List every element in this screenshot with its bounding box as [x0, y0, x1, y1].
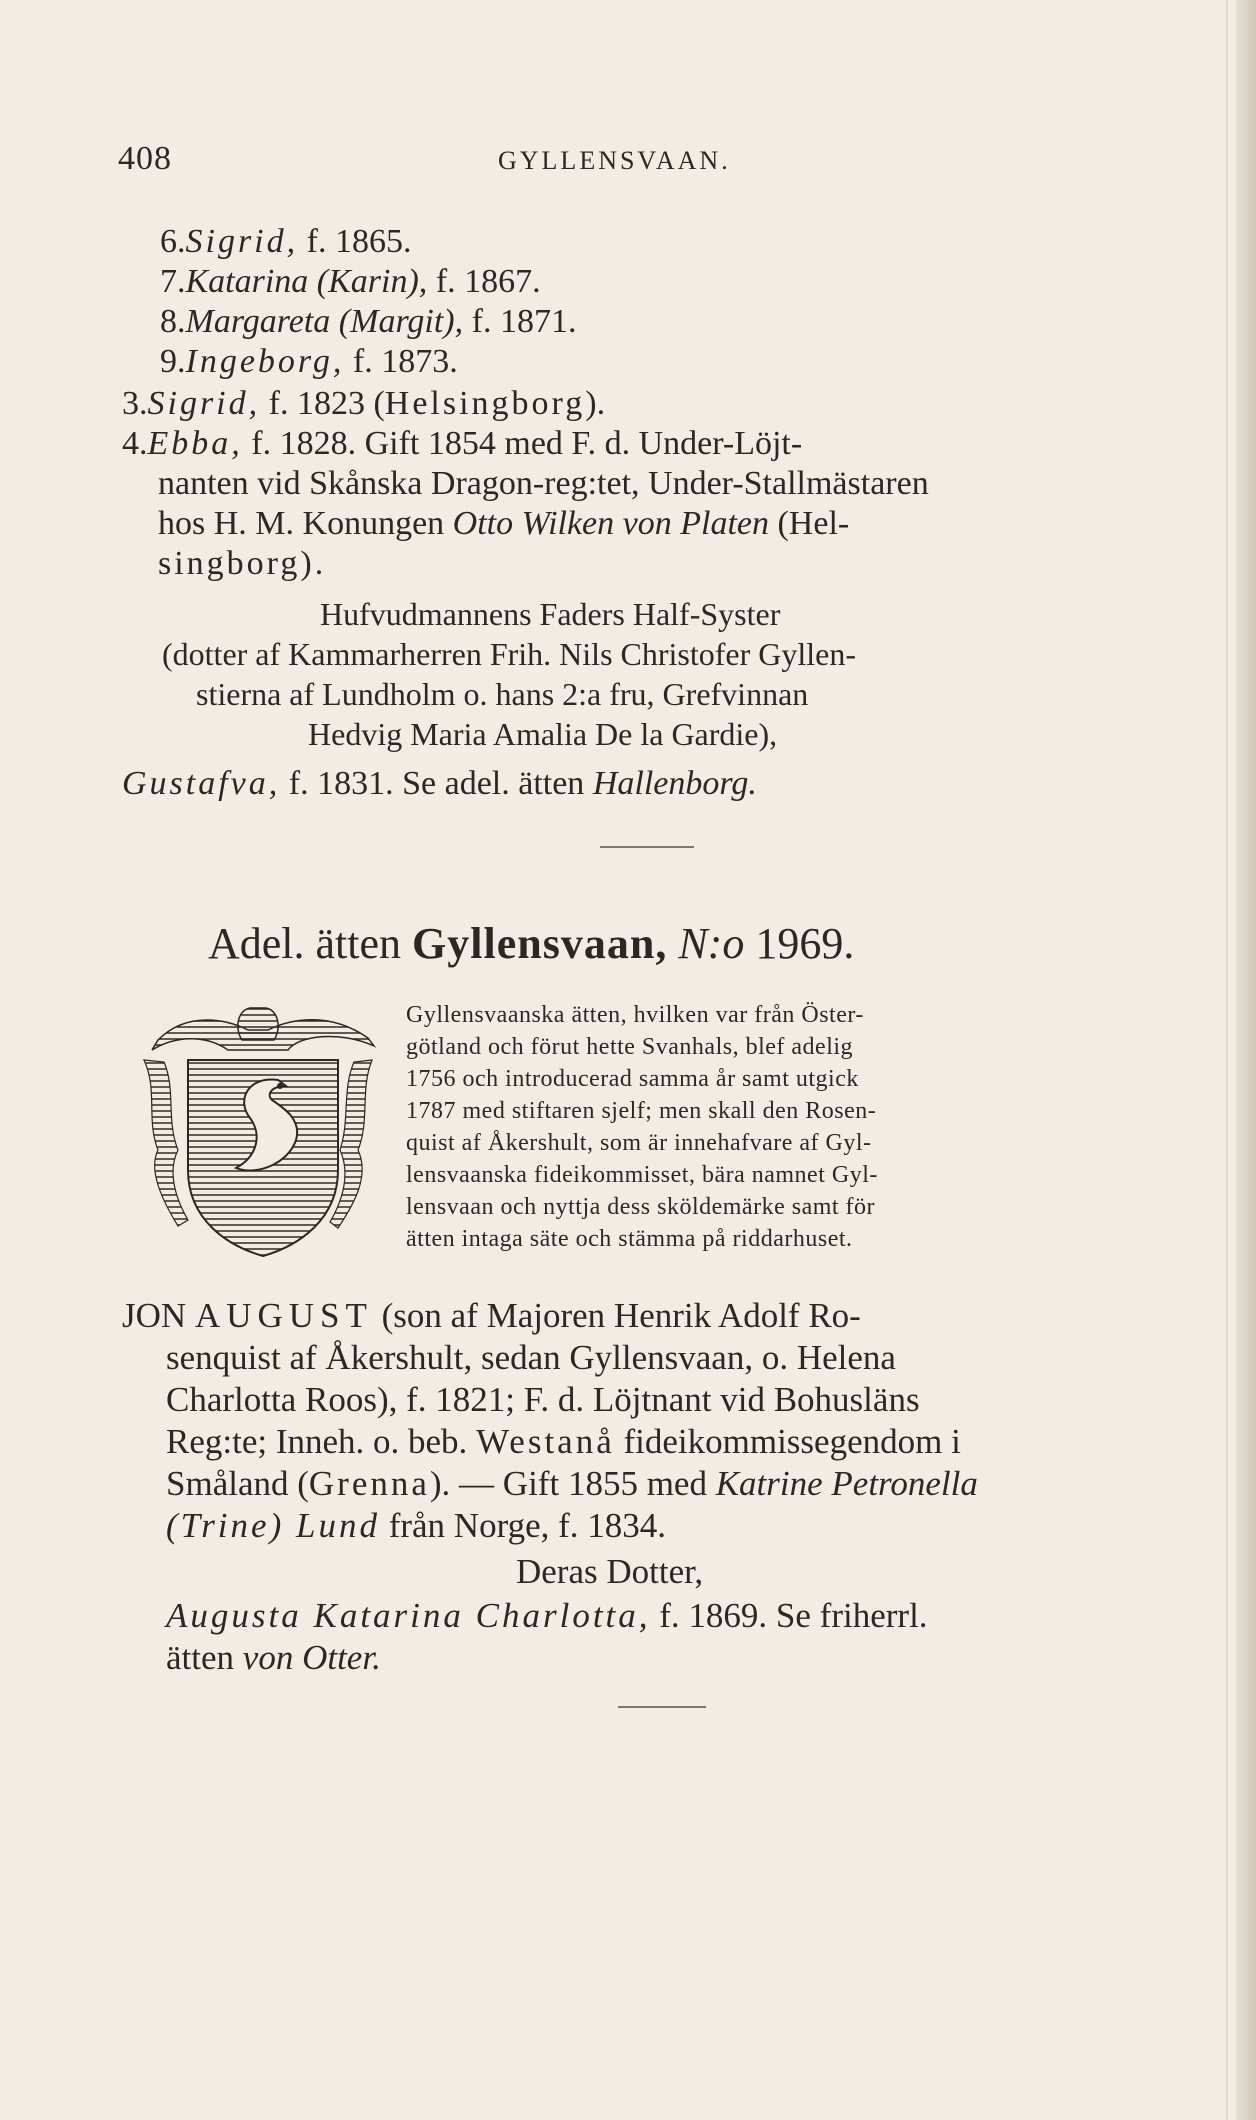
- section-rule: [618, 1706, 706, 1708]
- description-line: ätten intaga säte och stämma på riddarhuset.: [406, 1226, 853, 1252]
- family-heading: Adel. ätten Gyllensvaan, N:o 1969.: [208, 919, 855, 968]
- description-line: 1756 och introducerad samma år samt utgick: [406, 1066, 859, 1092]
- entry-line: stierna af Lundholm o. hans 2:a fru, Grefvinnan: [196, 676, 809, 712]
- coat-of-arms-image: [138, 1000, 378, 1262]
- entry-line: hos H. M. Konungen Otto Wilken von Platen (Hel-: [158, 505, 850, 542]
- entry-line: 7.Katarina (Karin), f. 1867.: [160, 263, 541, 300]
- running-title: GYLLENSVAAN.: [498, 146, 731, 175]
- entry-line: Småland (Grenna). — Gift 1855 med Katrine Petronella: [166, 1464, 978, 1503]
- description-line: 1787 med stiftaren sjelf; men skall den Rosen-: [406, 1098, 877, 1124]
- entry-line: Hufvudmannens Faders Half-Syster: [320, 596, 781, 632]
- entry-line: singborg).: [158, 545, 327, 582]
- description-line: quist af Åkershult, som är innehafvare af Gyl-: [406, 1130, 872, 1156]
- entry-line: (dotter af Kammarherren Frih. Nils Christofer Gyllen-: [162, 636, 857, 672]
- section-rule: [600, 846, 694, 848]
- entry-line: senquist af Åkershult, sedan Gyllensvaan, o. Helena: [166, 1338, 896, 1377]
- entry-line: 9.Ingeborg, f. 1873.: [160, 343, 458, 380]
- entry-line: Hedvig Maria Amalia De la Gardie),: [308, 716, 778, 752]
- entry-line: nanten vid Skånska Dragon-reg:tet, Under-Stallmästaren: [158, 465, 929, 502]
- description-line: lensvaanska fideikommisset, bära namnet Gyl-: [406, 1162, 878, 1188]
- entry-line: 6.Sigrid, f. 1865.: [160, 223, 412, 260]
- entry-line: Augusta Katarina Charlotta, f. 1869. Se friherrl.: [166, 1596, 928, 1635]
- entry-line: 8.Margareta (Margit), f. 1871.: [160, 303, 577, 340]
- entry-line: Charlotta Roos), f. 1821; F. d. Löjtnant vid Bohusläns: [166, 1380, 920, 1419]
- entry-line: ätten von Otter.: [166, 1638, 381, 1677]
- entry-line: 4.Ebba, f. 1828. Gift 1854 med F. d. Under-Löjt-: [122, 425, 803, 462]
- entry-line: Reg:te; Inneh. o. beb. Westanå fideikommissegendom i: [166, 1422, 961, 1461]
- description-line: lensvaan och nyttja dess sköldemärke samt för: [406, 1194, 876, 1220]
- entry-line: Deras Dotter,: [516, 1552, 704, 1591]
- description-line: götland och förut hette Svanhals, blef adelig: [406, 1034, 854, 1060]
- page-number: 408: [118, 140, 172, 177]
- description-line: Gyllensvaanska ätten, hvilken var från Öster-: [406, 1002, 864, 1028]
- page-edge: [1236, 0, 1256, 2120]
- running-header: [118, 140, 1118, 180]
- page-edge-line: [1226, 0, 1228, 2120]
- entry-line: (Trine) Lund från Norge, f. 1834.: [166, 1506, 667, 1545]
- entry-line: 3.Sigrid, f. 1823 (Helsingborg).: [122, 385, 606, 422]
- entry-line: Gustafva, f. 1831. Se adel. ätten Hallenborg.: [122, 765, 757, 802]
- entry-line: JON AUGUST (son af Majoren Henrik Adolf Ro-: [122, 1296, 861, 1335]
